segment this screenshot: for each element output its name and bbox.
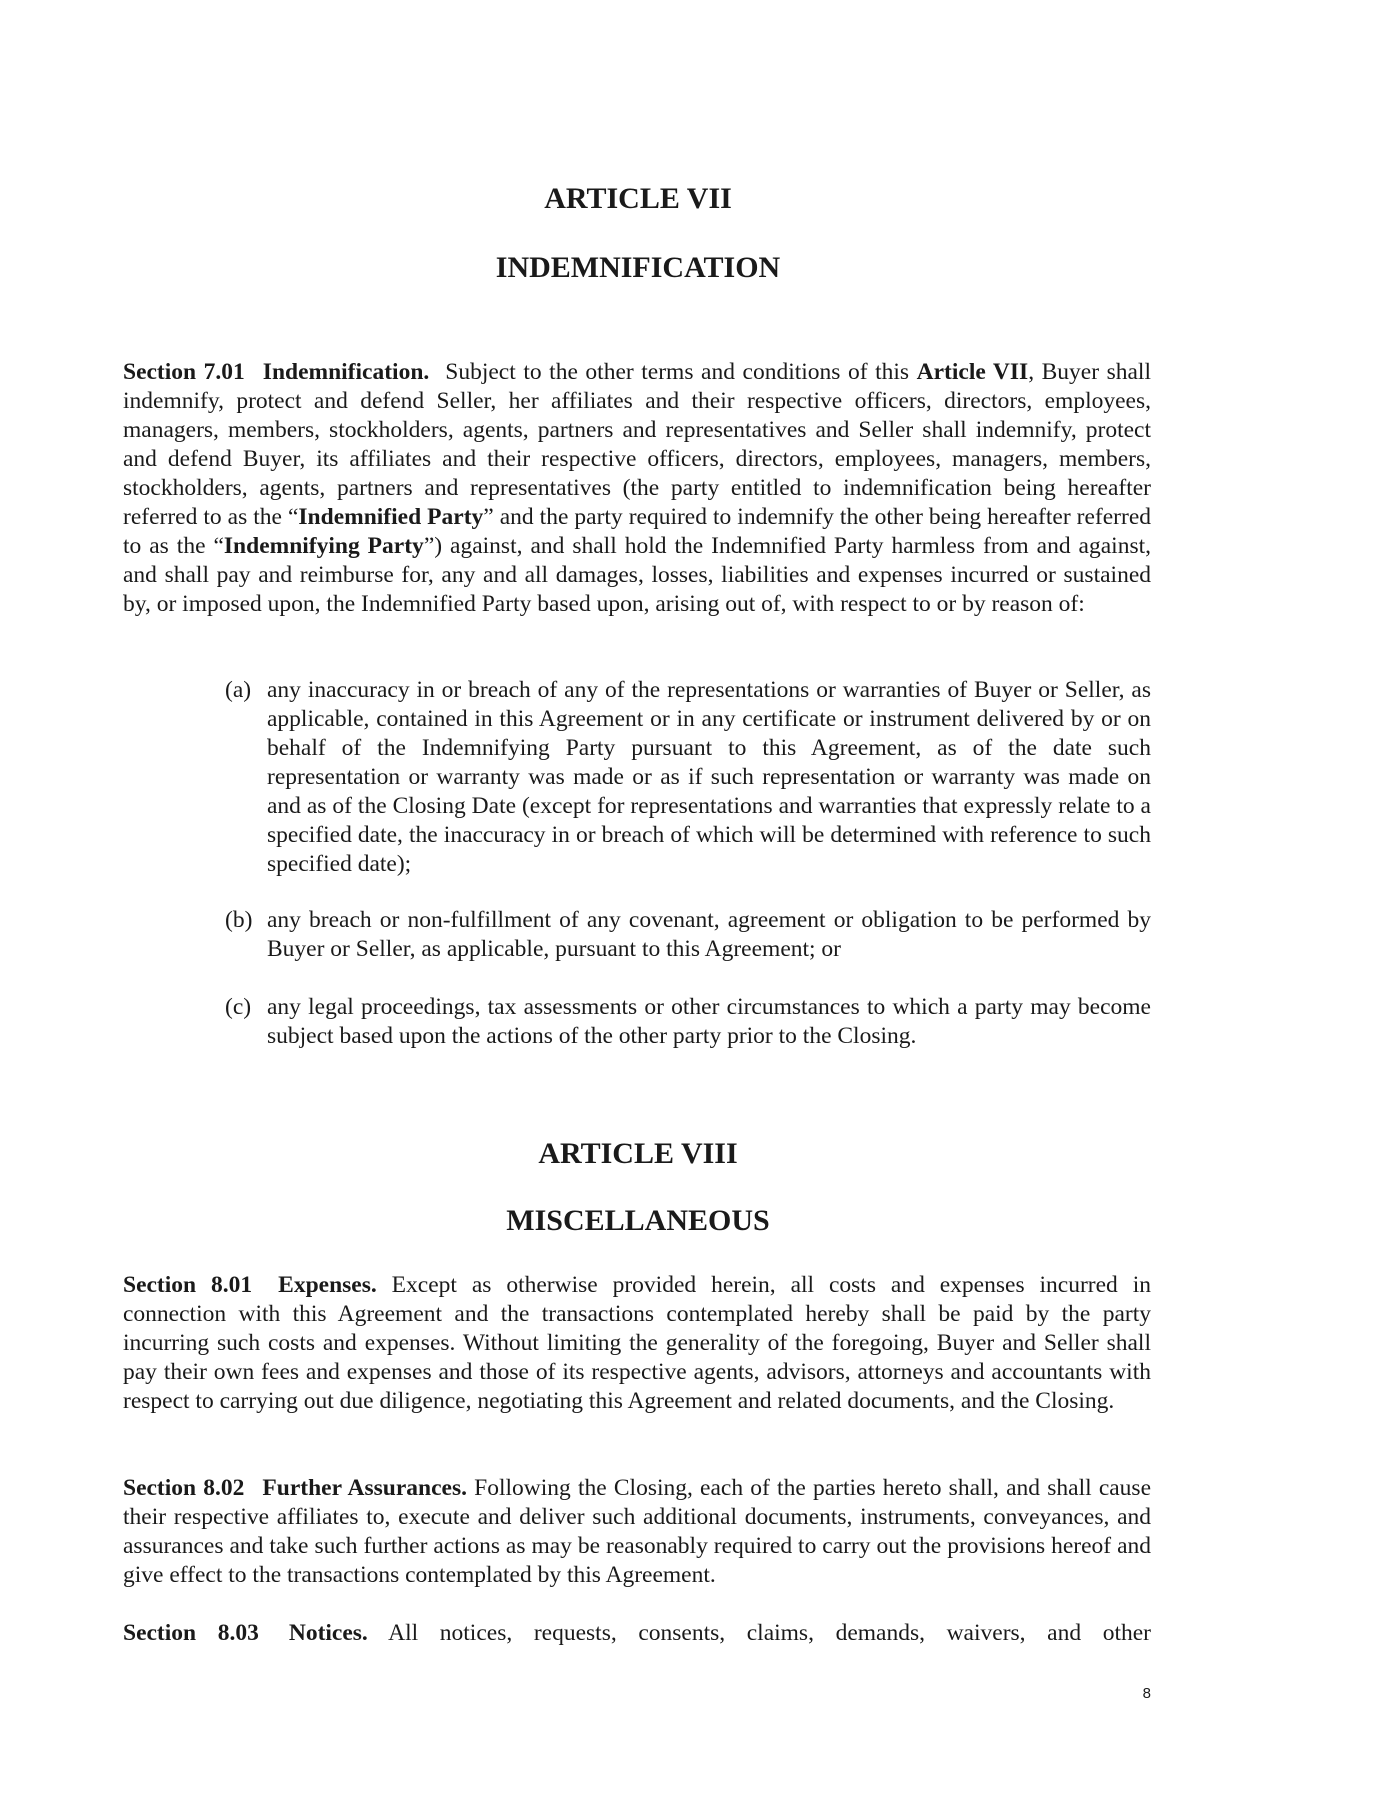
section-7-01-text-a: Subject to the other terms and conditions of this xyxy=(445,359,917,385)
section-7-01-title: Indemnification. xyxy=(262,359,430,385)
section-7-01-text-d: ”) against, and shall hold the Indemnified Party harmless from and against, and shall pay and reimburse for, any and all damages, losses, liabilities and expenses incurred or sustained by, or imposed upon, the Indemnified Party based upon, arising out of, with respect to or by reason of: xyxy=(123,533,1151,617)
section-8-01-title: Expenses. xyxy=(278,1272,377,1298)
list-item-b xyxy=(225,906,1151,964)
indemnified-party-term: Indemnified Party xyxy=(298,504,484,530)
list-item-a-text: any inaccuracy in or breach of any of the representations or warranties of Buyer or Seller, as applicable, contained in this Agreement or in any certificate or instrument delivered by or on behalf of the Indemnifying Party pursuant to this Agreement, as of the date such representation or warranty was made or as if such representation or warranty was made on and as of the Closing Date (except for representations and warranties that expressly relate to a specified date, the inaccuracy in or breach of which will be determined with reference to such specified date); xyxy=(267,677,1151,877)
article-viii-title: MISCELLANEOUS xyxy=(506,1204,770,1237)
section-8-02-title: Further Assurances. xyxy=(262,1475,467,1501)
section-8-03-title: Notices. xyxy=(288,1620,368,1646)
list-item-c-label: (c) xyxy=(225,994,252,1020)
list-item-c xyxy=(225,993,1151,1051)
section-7-01-text-c: ” and the party required to indemnify the other being hereafter referred to as the “ xyxy=(123,504,1151,559)
list-item-a-label: (a) xyxy=(225,677,252,703)
list-item-a xyxy=(225,676,1151,879)
section-8-01-number: Section 8.01 xyxy=(123,1272,253,1298)
section-8-01-paragraph xyxy=(123,1271,1151,1416)
article-vii-title: INDEMNIFICATION xyxy=(495,251,781,284)
indemnifying-party-term: Indemnifying Party xyxy=(223,533,424,559)
section-8-02-number: Section 8.02 xyxy=(123,1475,245,1501)
section-8-03-text: All notices, requests, consents, claims, demands, waivers, and other xyxy=(388,1620,1151,1646)
section-7-01-number: Section 7.01 xyxy=(123,359,245,385)
article-vii-heading: ARTICLE VII xyxy=(544,182,732,215)
section-8-01-text: Except as otherwise provided herein, all costs and expenses incurred in connection with this Agreement and the transactions contemplated hereby shall be paid by the party incurring such costs and expenses. Without limiting the generality of the foregoing, Buyer and Seller shall pay their own fees and expenses and those of its respective agents, advisors, attorneys and accountants with respect to carrying out due diligence, negotiating this Agreement and related documents, and the Closing. xyxy=(123,1272,1151,1414)
section-8-03-paragraph xyxy=(123,1619,1151,1648)
list-item-b-label: (b) xyxy=(225,907,253,933)
article-vii-reference: Article VII xyxy=(916,359,1029,385)
page-number: 8 xyxy=(1142,1685,1151,1702)
article-viii-heading: ARTICLE VIII xyxy=(538,1137,738,1170)
section-7-01-text-b: , Buyer shall indemnify, protect and defend Seller, her affiliates and their respective officers, directors, employees, managers, members, stockholders, agents, partners and representatives and Seller shall indemnify, protect and defend Buyer, its affiliates and their respective officers, directors, employees, managers, members, stockholders, agents, partners and representatives (the party entitled to indemnification being hereafter referred to as the “ xyxy=(123,359,1151,530)
list-item-c-text: any legal proceedings, tax assessments or other circumstances to which a party may become subject based upon the actions of the other party prior to the Closing. xyxy=(267,994,1151,1049)
section-7-01-paragraph xyxy=(123,358,1151,619)
section-8-02-text: Following the Closing, each of the parties hereto shall, and shall cause their respective affiliates to, execute and deliver such additional documents, instruments, conveyances, and assurances and take such further actions as may be reasonably required to carry out the provisions hereof and give effect to the transactions contemplated by this Agreement. xyxy=(123,1475,1151,1588)
list-item-b-text: any breach or non-fulfillment of any covenant, agreement or obligation to be performed by Buyer or Seller, as applicable, pursuant to this Agreement; or xyxy=(267,907,1151,962)
section-8-03-number: Section 8.03 xyxy=(123,1620,259,1646)
section-8-02-paragraph xyxy=(123,1474,1151,1590)
